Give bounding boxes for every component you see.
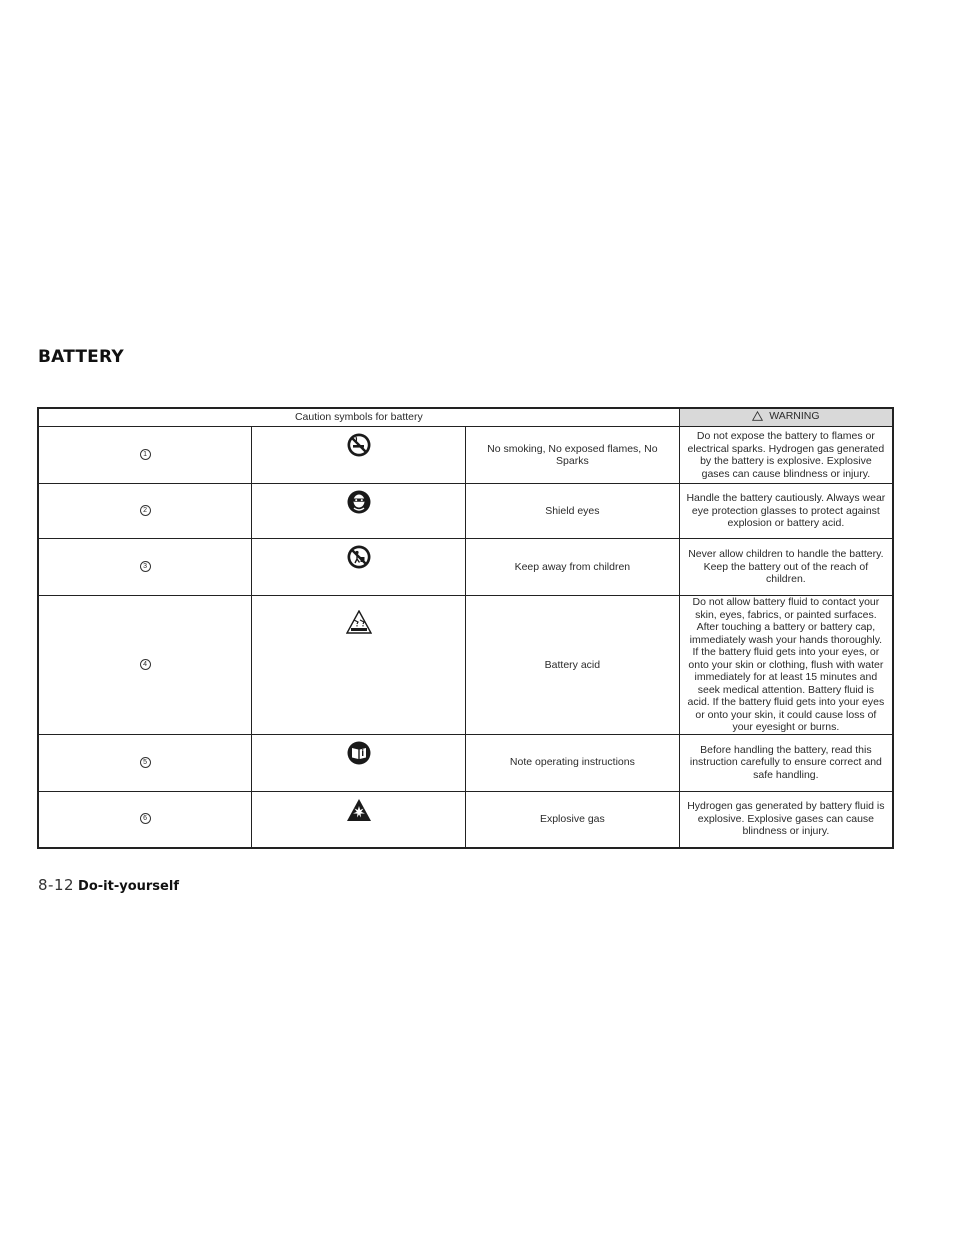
battery-acid-icon — [252, 596, 466, 735]
row-description: Do not allow battery fluid to contact your skin, eyes, fabrics, or painted surfaces. After touching a battery or battery cap, immediately wash your hands thoroughly. If the battery fluid gets into your eyes, or onto your skin or clothing, flush with water immediately for at least 15 minutes and seek medical attention. Battery fluid is acid. If the battery fluid gets into your eyes or onto your skin, it could cause loss of your eyesight or burns. — [679, 596, 893, 735]
battery-caution-table — [37, 407, 894, 849]
table-row — [38, 539, 893, 596]
row-label: Shield eyes — [466, 484, 680, 539]
table-row — [38, 596, 893, 735]
row-label: No smoking, No exposed flames, No Sparks — [466, 427, 680, 484]
row-description: Hydrogen gas generated by battery fluid is explosive. Explosive gases can cause blindness or injury. — [679, 791, 893, 848]
chapter-name: Do-it-yourself — [78, 879, 179, 894]
row-number: 3 — [38, 539, 252, 596]
table-row — [38, 484, 893, 539]
table-row — [38, 734, 893, 791]
table-header-row — [38, 408, 893, 427]
page-number: 8-12 — [38, 876, 75, 894]
row-description: Before handling the battery, read this instruction carefully to ensure correct and safe handling. — [679, 734, 893, 791]
row-number: 6 — [38, 791, 252, 848]
explosive-gas-icon — [252, 791, 466, 848]
row-label: Explosive gas — [466, 791, 680, 848]
warning-triangle-icon — [752, 411, 763, 425]
row-label: Battery acid — [466, 596, 680, 735]
row-number: 5 — [38, 734, 252, 791]
row-description: Handle the battery cautiously. Always wear eye protection glasses to protect against explosion or battery acid. — [679, 484, 893, 539]
row-description: Do not expose the battery to flames or electrical sparks. Hydrogen gas generated by the battery is explosive. Explosive gases can cause blindness or injury. — [679, 427, 893, 484]
operating-instructions-icon — [252, 734, 466, 791]
row-number: 2 — [38, 484, 252, 539]
header-warning-label: WARNING — [769, 410, 820, 423]
row-number: 1 — [38, 427, 252, 484]
shield-eyes-icon — [252, 484, 466, 539]
table-row — [38, 791, 893, 848]
section-title: BATTERY — [38, 347, 124, 367]
page-footer — [38, 876, 179, 894]
row-label: Note operating instructions — [466, 734, 680, 791]
header-caution-symbols: Caution symbols for battery — [38, 408, 679, 427]
row-number: 4 — [38, 596, 252, 735]
table-row — [38, 427, 893, 484]
keep-away-children-icon — [252, 539, 466, 596]
header-warning — [679, 408, 893, 427]
no-smoking-icon — [252, 427, 466, 484]
row-description: Never allow children to handle the battery. Keep the battery out of the reach of children. — [679, 539, 893, 596]
row-label: Keep away from children — [466, 539, 680, 596]
